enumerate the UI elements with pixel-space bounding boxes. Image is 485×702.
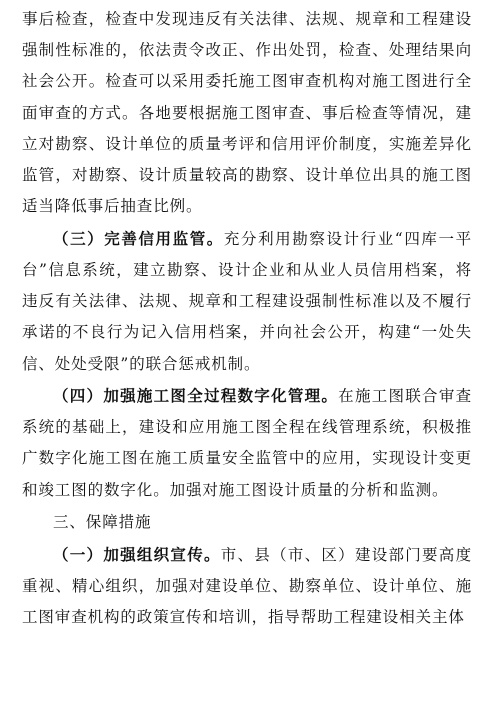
paragraph-body-digital-management: 在施工图联合审查系统的基础上，建设和应用施工图全程在线管理系统，积极推广数字化施工图在施工质量安全监管中的应用，实现设计变更和竣工图的数字化。加强对施工图设计质量的分析和监测。 [22, 387, 472, 499]
paragraph-title-credit-supervision: （三）完善信用监管。 [53, 229, 224, 248]
paragraph-body-organization-publicity: 市、县（市、区）建设部门要高度重视、精心组织，加强对建设单位、勘察单位、设计单位、施工图审查机构的政策宣传和培训，指导帮助工程建设相关主体 [22, 545, 472, 627]
document-body [22, 4, 472, 635]
paragraph-body-credit-supervision: 充分利用勘察设计行业“四库一平台”信息系统，建立勘察、设计企业和从业人员信用档案，将违反有关法律、法规、规章和工程建设强制性标准以及不履行承诺的不良行为记入信用档案，并向社会公开，构建“一处失信、处处受限”的联合惩戒机制。 [22, 229, 472, 373]
paragraph-title-digital-management: （四）加强施工图全过程数字化管理。 [53, 387, 339, 406]
paragraph-credit-supervision [22, 224, 472, 380]
paragraph-digital-management [22, 381, 472, 506]
paragraph-title-organization-publicity: （一）加强组织宣传。 [53, 545, 221, 564]
paragraph-organization-publicity [22, 540, 472, 634]
section-heading-safeguards: 三、保障措施 [53, 513, 152, 532]
paragraph-post-inspection: 事后检查，检查中发现违反有关法律、法规、规章和工程建设强制性标准的，依法责令改正、作出处罚，检查、处理结果向社会公开。检查可以采用委托施工图审查机构对施工图进行全面审查的方式。各地要根据施工图审查、事后检查等情况，建立对勘察、设计单位的质量考评和信用评价制度，实施差异化监管，对勘察、设计质量较高的勘察、设计单位出具的施工图适当降低事后抽查比例。 [22, 10, 472, 216]
